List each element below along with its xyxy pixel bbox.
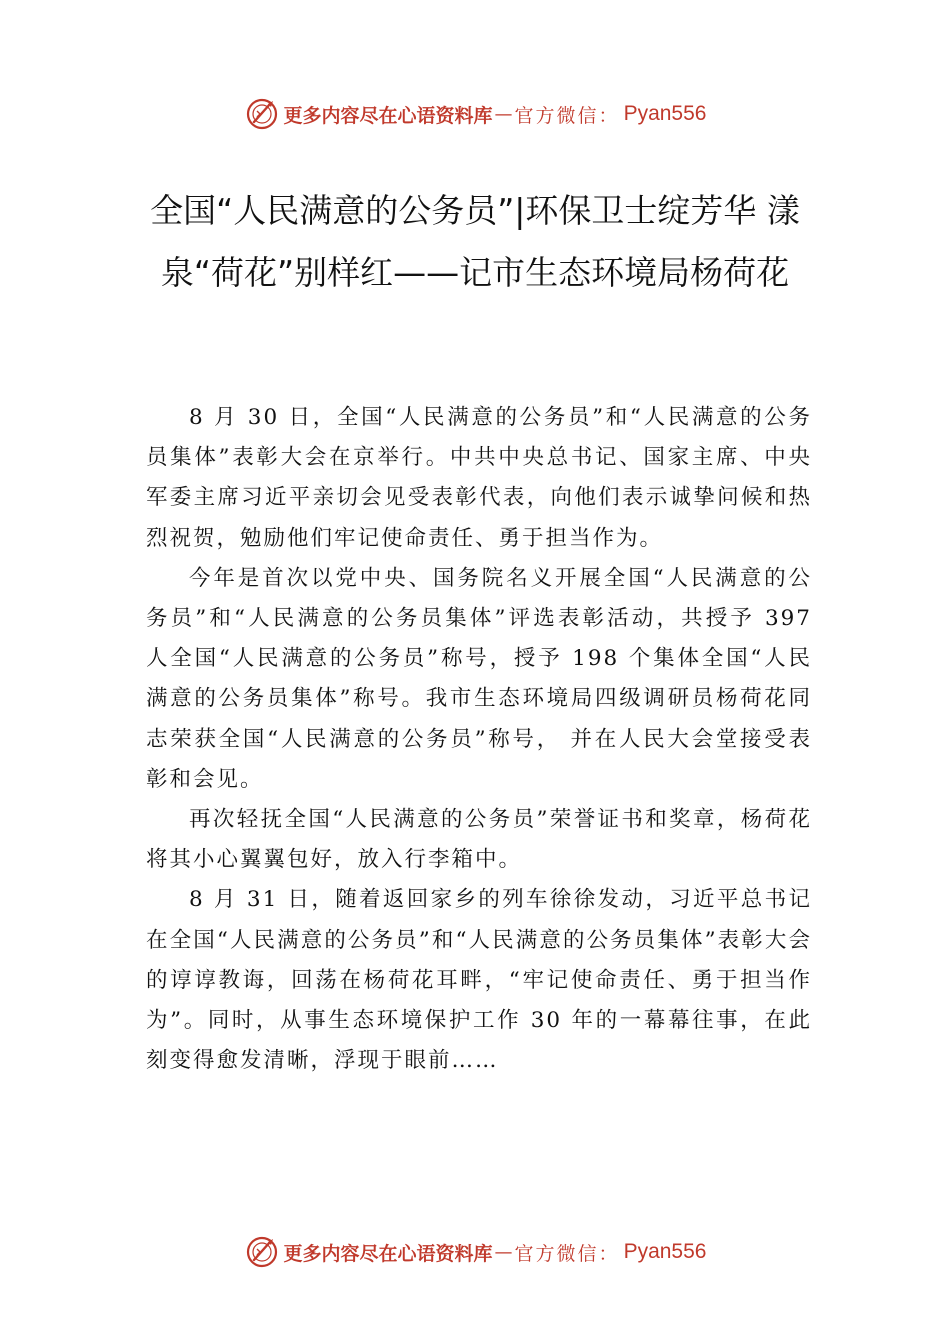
- banner-wechat-label: 官方微信：: [514, 104, 620, 127]
- paragraph: 今年是首次以党中央、国务院名义开展全国“人民满意的公务员”和“人民满意的公务员集体”评选表彰活动，共授予 397 人全国“人民满意的公务员”称号，授予 198 个集体全国“人民满意的公务员集体”称号。我市生态环境局四级调研员杨荷花同志荣获全国“人民满意的公务员”称号， 并在人民大会堂接受表彰和会见。: [146, 565, 812, 792]
- banner-wechat-id: Pyan556: [623, 102, 707, 125]
- banner-dash: —: [494, 103, 513, 125]
- header-banner: [0, 94, 950, 134]
- seal-logo-icon: [244, 96, 280, 132]
- page-title: 全国“人民满意的公务员”|环保卫士绽芳华 漾泉“荷花”别样红——记市生态环境局杨荷花: [150, 191, 800, 292]
- banner-wechat-label: 官方微信：: [514, 1242, 620, 1265]
- footer-banner: [0, 1232, 950, 1272]
- paragraph: 再次轻抚全国“人民满意的公务员”荣誉证书和奖章，杨荷花将其小心翼翼包好，放入行李箱中。: [146, 807, 812, 873]
- banner-wechat-id: Pyan556: [623, 1240, 707, 1263]
- paragraph: 8 月 31 日，随着返回家乡的列车徐徐发动，习近平总书记在全国“人民满意的公务员”和“人民满意的公务员集体”表彰大会的谆谆教诲，回荡在杨荷花耳畔，“牢记使命责任、勇于担当作为”。同时，从事生态环境保护工作 30 年的一幕幕往事，在此刻变得愈发清晰，浮现于眼前……: [146, 887, 812, 1074]
- banner-text: 更多内容尽在心语资料库: [283, 104, 493, 127]
- seal-logo-icon: [244, 1234, 280, 1270]
- banner-text: 更多内容尽在心语资料库: [283, 1242, 493, 1265]
- banner-dash: —: [494, 1241, 513, 1263]
- paragraph: 8 月 30 日，全国“人民满意的公务员”和“人民满意的公务员集体”表彰大会在京举行。中共中央总书记、国家主席、中央军委主席习近平亲切会见受表彰代表，向他们表示诚挚问候和热烈祝贺，勉励他们牢记使命责任、勇于担当作为。: [146, 405, 812, 551]
- article-body: [146, 398, 812, 1081]
